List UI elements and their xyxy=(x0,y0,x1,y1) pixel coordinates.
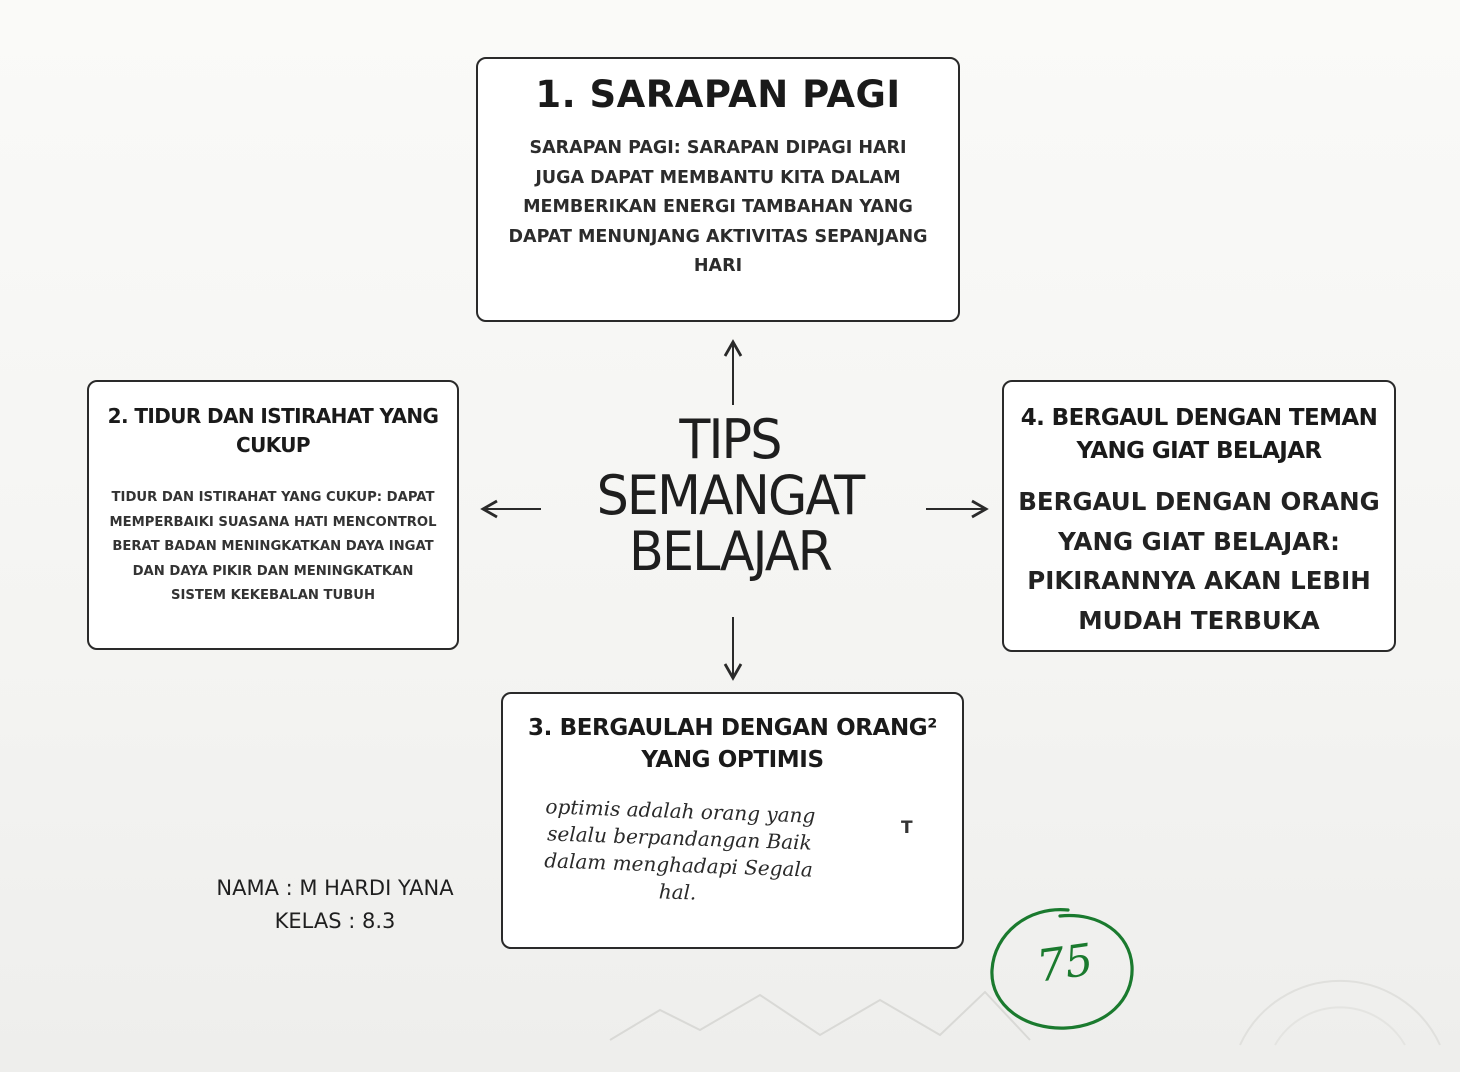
tip-box-3 xyxy=(501,692,964,949)
tip-4-body: BERGAUL DENGAN ORANG YANG GIAT BELAJAR: PIKIRANNYA AKAN LEBIH MUDAH TERBUKA xyxy=(1018,487,1380,635)
score-value: 75 xyxy=(1033,934,1097,993)
tip-box-2 xyxy=(87,380,459,650)
tip-3-title: 3. BERGAULAH DENGAN ORANG² YANG OPTIMIS xyxy=(528,715,937,773)
center-title-line-3: BELAJAR xyxy=(629,520,831,583)
tip-4-title: 4. BERGAUL DENGAN TEMAN YANG GIAT BELAJAR xyxy=(1020,405,1378,464)
tip-2-body: TIDUR DAN ISTIRAHAT YANG CUKUP: DAPAT MEMPERBAIKI SUASANA HATI MENCONTROL BERAT BADAN MENINGKATKAN DAYA INGAT DAN DAYA PIKIR DAN MENINGKATKAN SISTEM KEKEBALAN TUBUH xyxy=(109,490,437,603)
center-title-line-2: SEMANGAT xyxy=(596,464,864,527)
tip-2-title: 2. TIDUR DAN ISTIRAHAT YANG CUKUP xyxy=(107,404,439,457)
tip-box-1 xyxy=(476,57,960,322)
student-class: KELAS : 8.3 xyxy=(274,909,396,933)
tip-3-handwritten-note: optimis adalah orang yang selalu berpandangan Baik dalam menghadapi Segala hal. xyxy=(543,794,816,905)
student-name: NAMA : M HARDI YANA xyxy=(216,876,454,900)
tip-box-4 xyxy=(1002,380,1396,652)
center-title xyxy=(566,408,895,583)
student-info xyxy=(180,872,490,938)
tip-1-body: SARAPAN PAGI: SARAPAN DIPAGI HARI JUGA DAPAT MEMBANTU KITA DALAM MEMBERIKAN ENERGI TAMBAHAN YANG DAPAT MENUNJANG AKTIVITAS SEPANJANG HARI xyxy=(508,138,928,276)
center-title-line-1: TIPS xyxy=(679,408,781,471)
tip-1-title: 1. SARAPAN PAGI xyxy=(535,73,901,116)
tip-3-mark: T xyxy=(901,818,913,838)
